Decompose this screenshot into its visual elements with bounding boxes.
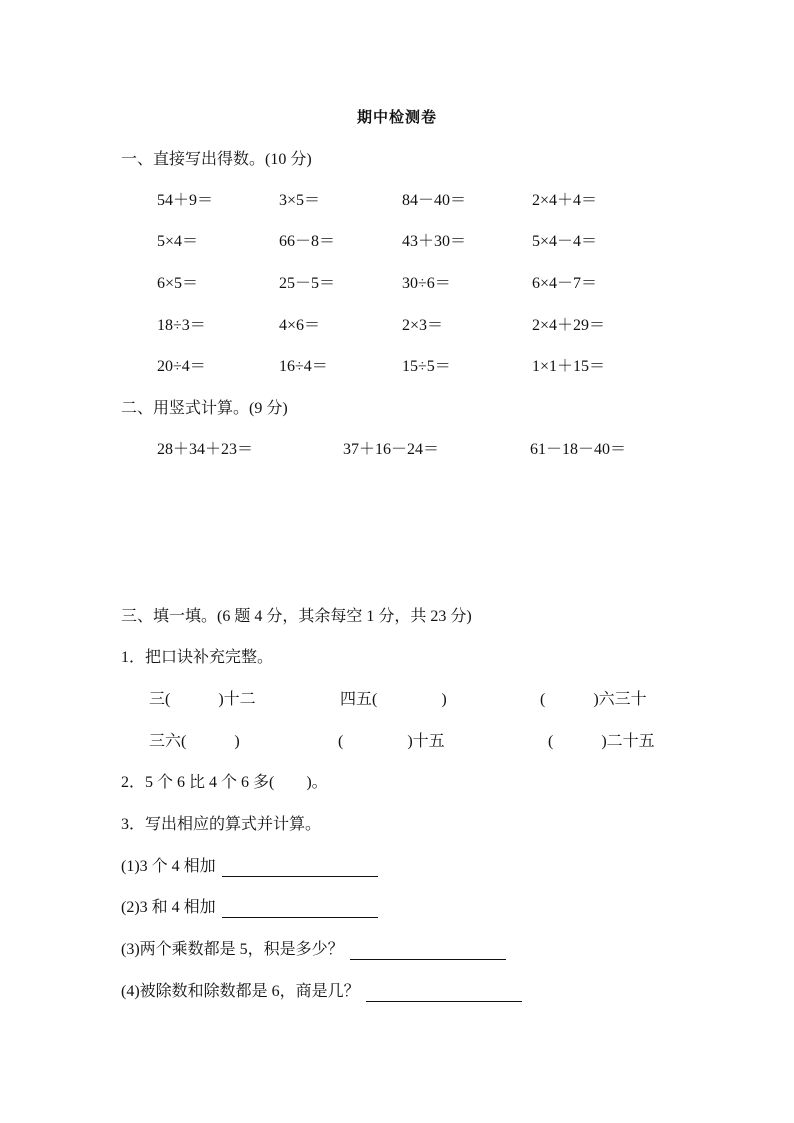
oral-question: 2×4＋4＝ <box>532 192 598 209</box>
answer-line[interactable] <box>222 860 378 877</box>
question-1-label: 1．把口诀补充完整。 <box>121 649 274 666</box>
question-2: 2．5 个 6 比 4 个 6 多( )。 <box>121 774 328 791</box>
part-text: (4)被除数和除数都是 6，商是几？ <box>121 983 360 1000</box>
oral-question: 16÷4＝ <box>279 358 328 375</box>
rhyme-blank: 四五( ) <box>340 691 447 708</box>
oral-question: 15÷5＝ <box>402 358 451 375</box>
rhyme-blank: ( )二十五 <box>548 733 655 750</box>
oral-question: 2×3＝ <box>402 317 444 334</box>
part-text: (2)3 和 4 相加 <box>121 899 216 916</box>
oral-question: 1×1＋15＝ <box>532 358 606 375</box>
question-3-part <box>121 857 378 877</box>
question-3-label: 3．写出相应的算式并计算。 <box>121 816 322 833</box>
question-3-part <box>121 898 378 918</box>
page-title: 期中检测卷 <box>356 110 437 126</box>
question-3-part <box>121 940 506 960</box>
section3-heading: 三、填一填。(6 题 4 分，其余每空 1 分，共 23 分) <box>121 608 472 625</box>
part-text: (3)两个乘数都是 5，积是多少？ <box>121 941 344 958</box>
rhyme-blank: ( )六三十 <box>540 691 647 708</box>
rhyme-blank: ( )十五 <box>338 733 445 750</box>
oral-question: 30÷6＝ <box>402 275 451 292</box>
part-text: (1)3 个 4 相加 <box>121 858 216 875</box>
question-3-part <box>121 982 522 1002</box>
oral-question: 3×5＝ <box>279 192 321 209</box>
answer-line[interactable] <box>366 985 522 1002</box>
oral-question: 5×4＝ <box>157 233 199 250</box>
rhyme-blank: 三( )十二 <box>149 691 256 708</box>
oral-question: 6×4－7＝ <box>532 275 598 292</box>
oral-question: 84－40＝ <box>402 192 467 209</box>
oral-question: 54＋9＝ <box>157 192 214 209</box>
vertical-calc-question: 37＋16－24＝ <box>343 441 440 458</box>
section1-heading: 一、直接写出得数。(10 分) <box>121 151 312 168</box>
oral-question: 4×6＝ <box>279 317 321 334</box>
oral-question: 18÷3＝ <box>157 317 206 334</box>
oral-question: 43＋30＝ <box>402 233 467 250</box>
oral-question: 66－8＝ <box>279 233 336 250</box>
vertical-calc-question: 28＋34＋23＝ <box>157 441 254 458</box>
section2-heading: 二、用竖式计算。(9 分) <box>121 400 288 417</box>
oral-question: 5×4－4＝ <box>532 233 598 250</box>
oral-question: 20÷4＝ <box>157 358 206 375</box>
vertical-calc-question: 61－18－40＝ <box>530 441 627 458</box>
oral-question: 6×5＝ <box>157 275 199 292</box>
answer-line[interactable] <box>350 943 506 960</box>
oral-question: 2×4＋29＝ <box>532 317 606 334</box>
oral-question: 25－5＝ <box>279 275 336 292</box>
rhyme-blank: 三六( ) <box>149 733 240 750</box>
answer-line[interactable] <box>222 901 378 918</box>
